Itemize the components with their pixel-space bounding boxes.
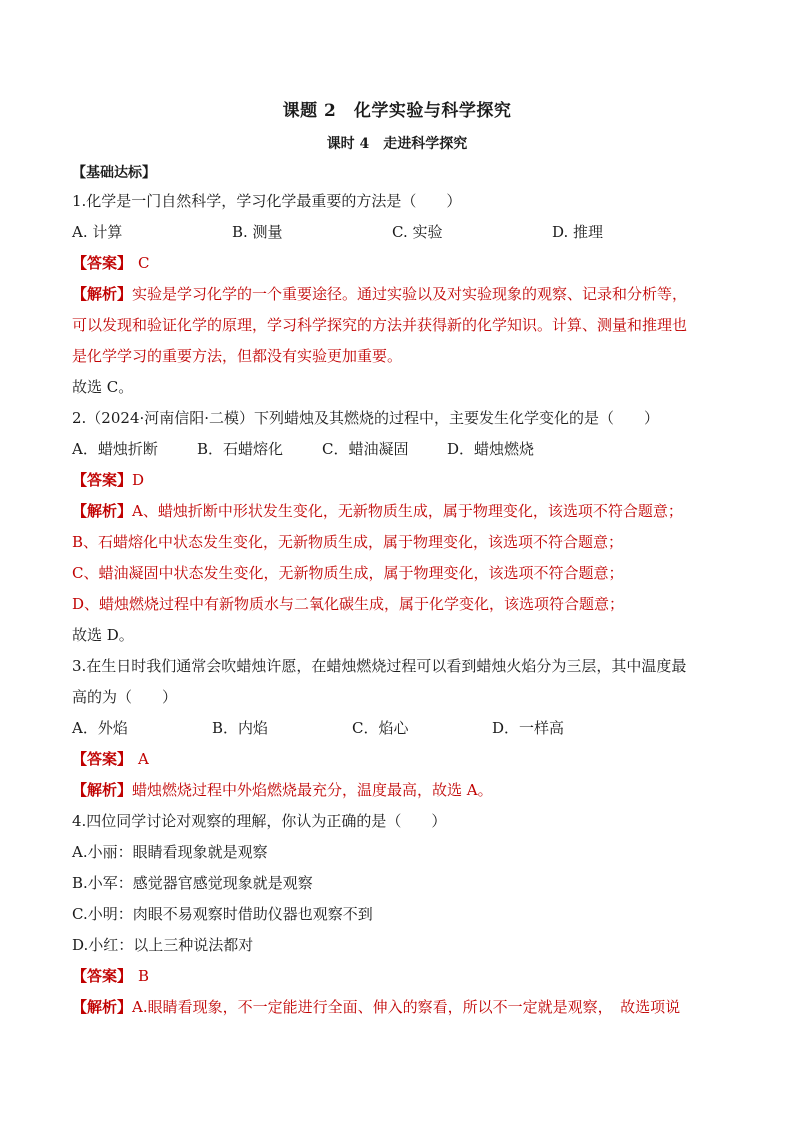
question-2 xyxy=(72,403,732,651)
answer-value: B xyxy=(138,967,150,985)
analysis-row xyxy=(72,775,732,806)
section-label: 【基础达标】 xyxy=(72,165,156,181)
option-d: D．蜡烛燃烧 xyxy=(447,440,535,458)
option-c: C．蜡油凝固 xyxy=(322,440,409,458)
analysis-text: 实验是学习化学的一个重要途径。通过实验以及对实验现象的观察、记录和分析等， xyxy=(132,285,688,303)
answer-value: D xyxy=(132,471,145,489)
question-stem: 高的为（ ） xyxy=(72,688,178,706)
analysis-text: A、蜡烛折断中形状发生变化，无新物质生成，属于物理变化，该选项不符合题意； xyxy=(132,502,683,520)
question-4 xyxy=(72,806,732,1023)
analysis-row xyxy=(72,992,732,1023)
answer-value: A xyxy=(138,750,149,768)
answer-label: 【答案】 xyxy=(72,750,133,768)
options-row xyxy=(72,217,732,248)
option-a: A. 计算 xyxy=(72,223,123,241)
answer-label: 【答案】 xyxy=(72,967,133,985)
answer-label: 【答案】 xyxy=(72,471,133,489)
option-a: A.小丽：眼睛看现象就是观察 xyxy=(72,843,268,861)
question-stem: 2.（2024·河南信阳·二模）下列蜡烛及其燃烧的过程中，主要发生化学变化的是（ ） xyxy=(72,409,660,427)
analysis-text: A.眼睛看现象，不一定能进行全面、伸入的察看，所以不一定就是观察， 故选项说 xyxy=(132,998,681,1016)
analysis-label: 【解析】 xyxy=(72,998,133,1016)
analysis-row xyxy=(72,279,732,310)
options-row xyxy=(72,713,732,744)
page-subtitle: 课时 4 走进科学探究 xyxy=(326,136,468,152)
question-stem: 1.化学是一门自然科学，学习化学最重要的方法是（ ） xyxy=(72,192,462,210)
answer-row xyxy=(72,465,732,496)
answer-value: C xyxy=(138,254,150,272)
document-content xyxy=(72,160,732,1023)
option-c: C．焰心 xyxy=(352,719,409,737)
option-d: D．一样高 xyxy=(492,719,565,737)
analysis-text: D、蜡烛燃烧过程中有新物质水与二氧化碳生成，属于化学变化，该选项符合题意； xyxy=(72,595,625,613)
answer-row xyxy=(72,961,732,992)
question-3 xyxy=(72,651,732,806)
analysis-label: 【解析】 xyxy=(72,781,133,799)
analysis-row xyxy=(72,496,732,527)
option-c: C. 实验 xyxy=(392,223,443,241)
analysis-text: 是化学学习的重要方法，但都没有实验更加重要。 xyxy=(72,347,403,365)
question-stem: 4.四位同学讨论对观察的理解，你认为正确的是（ ） xyxy=(72,812,447,830)
option-b: B. 测量 xyxy=(232,223,283,241)
question-1 xyxy=(72,186,732,403)
option-b: B．内焰 xyxy=(212,719,269,737)
page-title: 课题 2 化学实验与科学探究 xyxy=(282,101,512,121)
option-a: A．蜡烛折断 xyxy=(72,440,158,458)
option-a: A．外焰 xyxy=(72,719,128,737)
option-b: B．石蜡熔化 xyxy=(197,440,284,458)
analysis-text: C、蜡油凝固中状态发生变化，无新物质生成，属于物理变化，该选项不符合题意； xyxy=(72,564,624,582)
options-row xyxy=(72,434,732,465)
option-c: C.小明：肉眼不易观察时借助仪器也观察不到 xyxy=(72,905,373,923)
option-d: D. 推理 xyxy=(552,223,604,241)
analysis-text: B、石蜡熔化中状态发生变化，无新物质生成，属于物理变化，该选项不符合题意； xyxy=(72,533,624,551)
analysis-text: 可以发现和验证化学的原理，学习科学探究的方法并获得新的化学知识。计算、测量和推理也 xyxy=(72,316,688,334)
analysis-label: 【解析】 xyxy=(72,285,133,303)
option-b: B.小军：感觉器官感觉现象就是观察 xyxy=(72,874,313,892)
question-stem: 3.在生日时我们通常会吹蜡烛许愿，在蜡烛燃烧过程可以看到蜡烛火焰分为三层，其中温度最 xyxy=(72,657,687,675)
option-d: D.小红：以上三种说法都对 xyxy=(72,936,254,954)
analysis-label: 【解析】 xyxy=(72,502,133,520)
answer-label: 【答案】 xyxy=(72,254,133,272)
conclusion: 故选 C。 xyxy=(72,378,134,396)
conclusion: 故选 D。 xyxy=(72,626,134,644)
answer-row xyxy=(72,744,732,775)
analysis-text: 蜡烛燃烧过程中外焰燃烧最充分，温度最高，故选 A。 xyxy=(132,781,493,799)
answer-row xyxy=(72,248,732,279)
